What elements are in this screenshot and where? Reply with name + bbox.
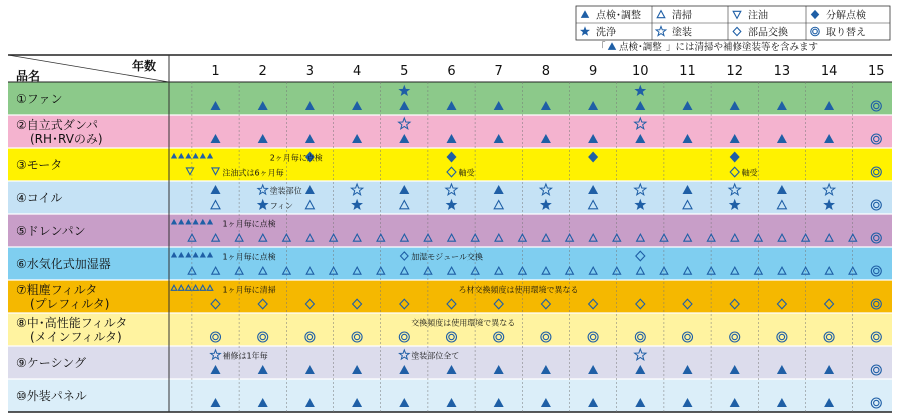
year-tick-label: 10: [632, 64, 649, 79]
year-tick-label: 13: [773, 64, 791, 79]
legend-label: 塗装: [672, 27, 692, 39]
schedule-note: 交換頻度は使用環境で異なる: [411, 318, 516, 328]
schedule-note: 塗装部位: [269, 186, 302, 196]
legend-label: 点検･調整: [596, 10, 641, 22]
schedule-note: 補修は1年毎: [222, 351, 268, 361]
legend: [576, 6, 890, 53]
year-tick-label: 8: [541, 64, 551, 79]
year-tick-label: 3: [305, 64, 315, 79]
schedule-note: 1ヶ月毎に点検: [222, 252, 276, 262]
row-name: ④コイル: [16, 191, 63, 205]
year-tick-label: 12: [726, 64, 743, 79]
row-name: ⑦粗塵フィルタ: [16, 283, 98, 297]
legend-label: 洗浄: [596, 27, 616, 39]
row-background: [8, 148, 892, 181]
row-name: ⑧中･高性能フィルタ: [16, 316, 128, 330]
schedule-note: 1ヶ月毎に清掃: [222, 285, 276, 295]
legend-label: 清掃: [672, 10, 692, 22]
schedule-note: 加湿モジュール交換: [411, 252, 483, 262]
row-background: [8, 82, 892, 115]
legend-label: 注油: [748, 10, 768, 22]
row-name: ⑨ケーシング: [16, 356, 86, 370]
row-name: ⑩外装パネル: [16, 389, 87, 403]
year-tick-label: 11: [679, 64, 696, 79]
year-tick-label: 1: [211, 64, 220, 79]
year-tick-label: 6: [447, 64, 456, 79]
year-tick-label: 15: [868, 64, 885, 79]
schedule-note: 注油式は6ヶ月毎: [222, 168, 284, 178]
row-name: ⑤ドレンパン: [16, 224, 86, 238]
row-header-label: 品名: [16, 69, 41, 83]
year-tick-label: 4: [352, 64, 362, 79]
legend-label: 分解点検: [826, 10, 866, 22]
schedule-note: 1ヶ月毎に点検: [222, 219, 276, 229]
schedule-note: ろ材交換頻度は使用環境で異なる: [458, 285, 579, 295]
legend-note-marked: 点検･調整: [619, 42, 662, 53]
year-tick-label: 7: [494, 64, 503, 79]
row-name: ③モータ: [16, 158, 63, 172]
solid-triangle-icon: [608, 42, 617, 50]
column-header-label: 年数: [132, 59, 157, 73]
row-name-sub: (メインフィルタ): [30, 330, 122, 344]
row-background: [8, 181, 892, 214]
schedule-note: 軸受: [458, 168, 475, 178]
year-tick-label: 14: [820, 64, 838, 79]
schedule-note: 2ヶ月毎に点検: [269, 153, 323, 163]
row-background: [8, 379, 892, 412]
legend-label: 部品交換: [748, 27, 788, 39]
row-background: [8, 280, 892, 313]
row-name-sub: (プレフィルタ): [30, 297, 110, 311]
schedule-note: 塗装部位全て: [411, 351, 460, 361]
row-background: [8, 115, 892, 148]
year-tick-label: 9: [588, 64, 598, 79]
row-name: ②自立式ダンパ: [16, 118, 99, 132]
row-name-sub: (RH･RVのみ): [30, 132, 103, 146]
year-tick-label: 5: [400, 64, 409, 79]
table-header: [16, 58, 885, 83]
year-tick-label: 2: [258, 64, 267, 79]
row-name: ①ファン: [16, 92, 63, 106]
row-name: ⑥水気化式加湿器: [16, 257, 111, 271]
legend-label: 取り替え: [826, 27, 866, 39]
row-background: [8, 214, 892, 247]
legend-note-open: 「: [596, 42, 606, 53]
legend-note-text: 」には清掃や補修塗装等を含みます: [666, 42, 819, 53]
schedule-note: フィン: [269, 201, 294, 211]
schedule-note: 軸受: [741, 168, 758, 178]
